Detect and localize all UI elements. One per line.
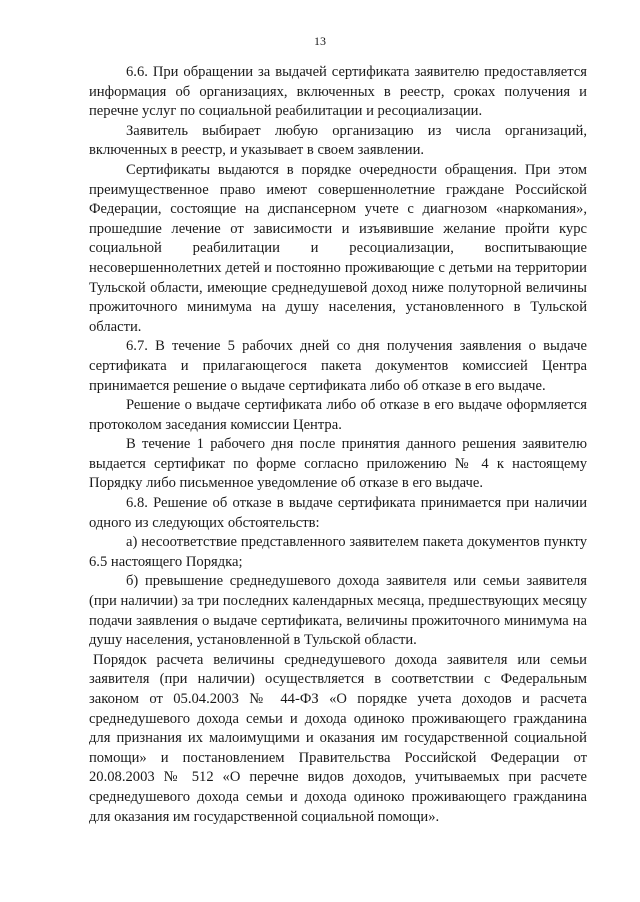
list-item-a: а) несоответствие представленного заявителем пакета документов пункту 6.5 настоящего Порядка;	[89, 534, 587, 570]
page-number: 13	[314, 34, 326, 48]
paragraph-decision-protocol: Решение о выдаче сертификата либо об отказе в его выдаче оформляется протоколом заседания комиссии Центра.	[89, 397, 587, 433]
paragraph-applicant-choice: Заявитель выбирает любую организацию из числа организаций, включенных в реестр, и указывает в своем заявлении.	[89, 122, 587, 159]
paragraph-6-6: 6.6. При обращении за выдачей сертификата заявителю предоставляется информация об организациях, включенных в реестр, сроках получения и перечне услуг по социальной реабилитации и ресоциализации.	[89, 64, 587, 120]
document-body	[89, 63, 587, 827]
paragraph-issue-certificate: В течение 1 рабочего дня после принятия данного решения заявителю выдается сертификат по форме согласно приложению № 4 к настоящему Порядку либо письменное уведомление об отказе в его выдаче.	[89, 436, 587, 492]
paragraph-6-7: 6.7. В течение 5 рабочих дней со дня получения заявления о выдаче сертификата и прилагающегося пакета документов комиссией Центра принимается решение о выдаче сертификата либо об отказе в его выдаче.	[89, 338, 587, 394]
paragraph-6-8: 6.8. Решение об отказе в выдаче сертификата принимается при наличии одного из следующих обстоятельств:	[89, 495, 587, 531]
paragraph-income-calculation: Порядок расчета величины среднедушевого дохода заявителя или семьи заявителя (при наличии) осуществляется в соответствии с Федеральным законом от 05.04.2003 № 44-ФЗ «О порядке учета доходов и расчета среднедушевого дохода семьи и дохода одиноко проживающего гражданина для признания их малоимущими и оказания им государственной социальной помощи» и постановлением Правительства Российской Федерации от 20.08.2003 № 512 «О перечне видов доходов, учитываемых при расчете среднедушевого дохода семьи и дохода одиноко проживающего гражданина для оказания им государственной социальной помощи».	[89, 651, 587, 825]
list-item-b: б) превышение среднедушевого дохода заявителя или семьи заявителя (при наличии) за три последних календарных месяца, предшествующих месяцу подачи заявления о выдаче сертификата, величины прожиточного минимума на душу населения, установленной в Тульской области.	[89, 573, 587, 649]
paragraph-certificate-order: Сертификаты выдаются в порядке очередности обращения. При этом преимущественное право имеют совершеннолетние граждане Российской Федерации, состоящие на диспансерном учете с диагнозом «наркомания», прошедшие лечение от зависимости и изъявившие желание пройти курс социальной реабилитации и ресоциализации, воспитывающие несовершеннолетних детей и постоянно проживающие с детьми на территории Тульской области, имеющие среднедушевой доход ниже полуторной величины прожиточного минимума на душу населения, установленного в Тульской области.	[89, 161, 587, 335]
